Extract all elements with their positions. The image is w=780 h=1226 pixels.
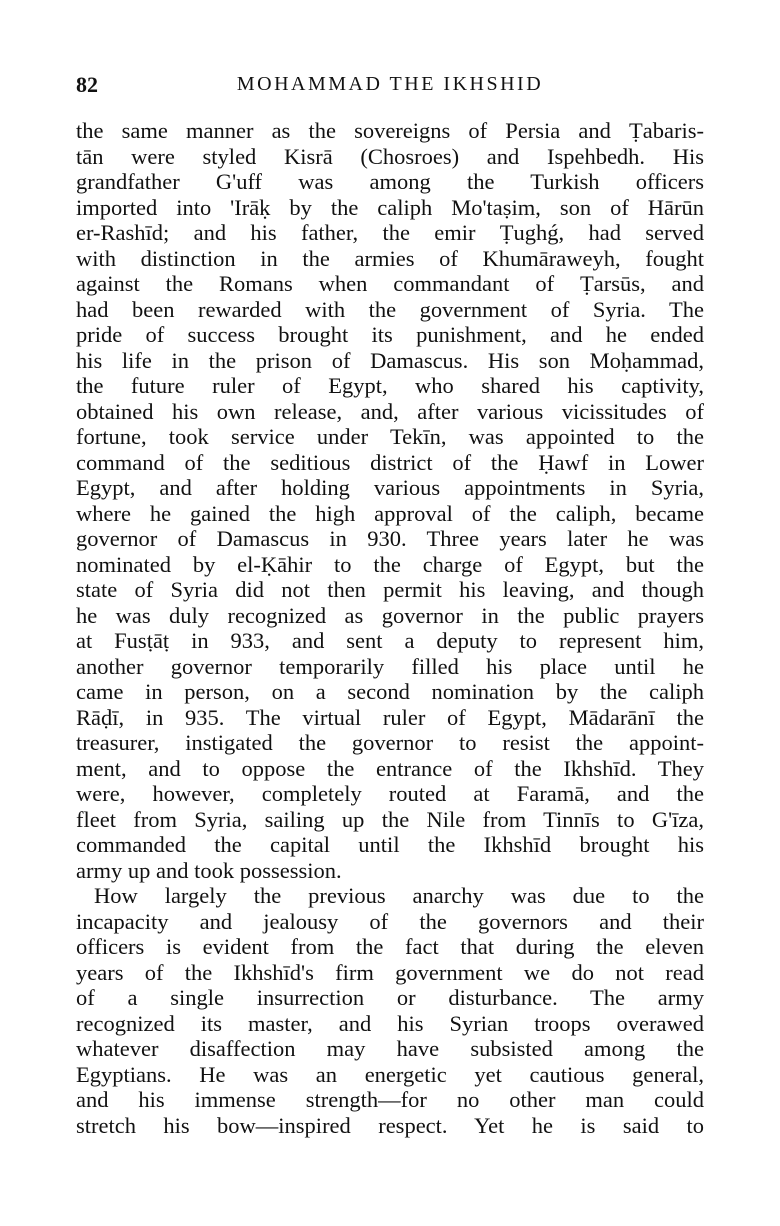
text-line: came in person, on a second nomination by the caliph bbox=[76, 679, 704, 704]
text-line: Egyptians. He was an energetic yet cautious general, bbox=[76, 1061, 704, 1087]
text-line: Egypt, and after holding various appointments in Syria, bbox=[76, 475, 704, 500]
text-line: fleet from Syria, sailing up the Nile from Tinnīs to G'īza, bbox=[76, 806, 704, 832]
body-text bbox=[76, 118, 704, 1138]
text-line: the same manner as the sovereigns of Persia and Ṭabaris- bbox=[76, 118, 704, 143]
text-line: stretch his bow—inspired respect. Yet he is said to bbox=[76, 1112, 704, 1138]
text-line: er-Rashīd; and his father, the emir Ṭughǵ, had served bbox=[76, 220, 704, 245]
text-line: grandfather G'uff was among the Turkish officers bbox=[76, 169, 704, 194]
text-line: he was duly recognized as governor in the public prayers bbox=[76, 602, 704, 628]
text-line: recognized its master, and his Syrian troops overawed bbox=[76, 1010, 704, 1036]
paragraphs bbox=[76, 118, 704, 1138]
text-line: army up and took possession. bbox=[76, 857, 342, 883]
running-title: MOHAMMAD THE IKHSHID bbox=[236, 73, 544, 95]
text-line: his life in the prison of Damascus. His son Moḥammad, bbox=[76, 347, 704, 373]
text-line: another governor temporarily filled his place until he bbox=[76, 653, 704, 679]
text-line: incapacity and jealousy of the governors and their bbox=[76, 908, 704, 934]
text-line: governor of Damascus in 930. Three years later he was bbox=[76, 526, 704, 551]
text-line: fortune, took service under Tekīn, was appointed to the bbox=[76, 424, 704, 449]
text-line: obtained his own release, and, after various vicissitudes of bbox=[76, 398, 704, 424]
text-line: whatever disaffection may have subsisted among the bbox=[76, 1036, 704, 1061]
text-line: officers is evident from the fact that during the eleven bbox=[76, 934, 704, 959]
text-line: the future ruler of Egypt, who shared his captivity, bbox=[76, 373, 704, 398]
text-line: nominated by el-Ḳāhir to the charge of Egypt, but the bbox=[76, 551, 704, 577]
text-line: Rāḍī, in 935. The virtual ruler of Egypt, Mādarānī the bbox=[76, 704, 704, 730]
text-line: pride of success brought its punishment, and he ended bbox=[76, 322, 704, 347]
text-line: ment, and to oppose the entrance of the Ikhshīd. They bbox=[76, 755, 704, 781]
text-line: How largely the previous anarchy was due to the bbox=[94, 883, 704, 908]
paragraph-2 bbox=[76, 883, 704, 1138]
text-line: at Fusṭāṭ in 933, and sent a deputy to represent him, bbox=[76, 628, 704, 653]
text-line: tān were styled Kisrā (Chosroes) and Ispehbedh. His bbox=[76, 143, 704, 169]
text-line: of a single insurrection or disturbance. The army bbox=[76, 985, 704, 1010]
text-line: years of the Ikhshīd's firm government we do not read bbox=[76, 959, 704, 985]
paragraph-1 bbox=[76, 118, 704, 883]
text-line: had been rewarded with the government of Syria. The bbox=[76, 296, 704, 322]
text-line: commanded the capital until the Ikhshīd brought his bbox=[76, 832, 704, 857]
page-number: 82 bbox=[76, 72, 98, 97]
text-line: command of the seditious district of the Ḥawf in Lower bbox=[76, 449, 704, 475]
text-line: were, however, completely routed at Faramā, and the bbox=[76, 781, 704, 806]
text-line: imported into 'Irāḳ by the caliph Mo'taṣim, son of Hārūn bbox=[76, 194, 704, 220]
running-header bbox=[76, 72, 704, 102]
text-line: with distinction in the armies of Khumāraweyh, fought bbox=[76, 245, 704, 271]
text-line: where he gained the high approval of the caliph, became bbox=[76, 500, 704, 526]
text-line: against the Romans when commandant of Ṭarsūs, and bbox=[76, 271, 704, 296]
text-line: and his immense strength—for no other man could bbox=[76, 1087, 704, 1112]
text-line: state of Syria did not then permit his leaving, and though bbox=[76, 577, 704, 602]
text-line: treasurer, instigated the governor to resist the appoint- bbox=[76, 730, 704, 755]
